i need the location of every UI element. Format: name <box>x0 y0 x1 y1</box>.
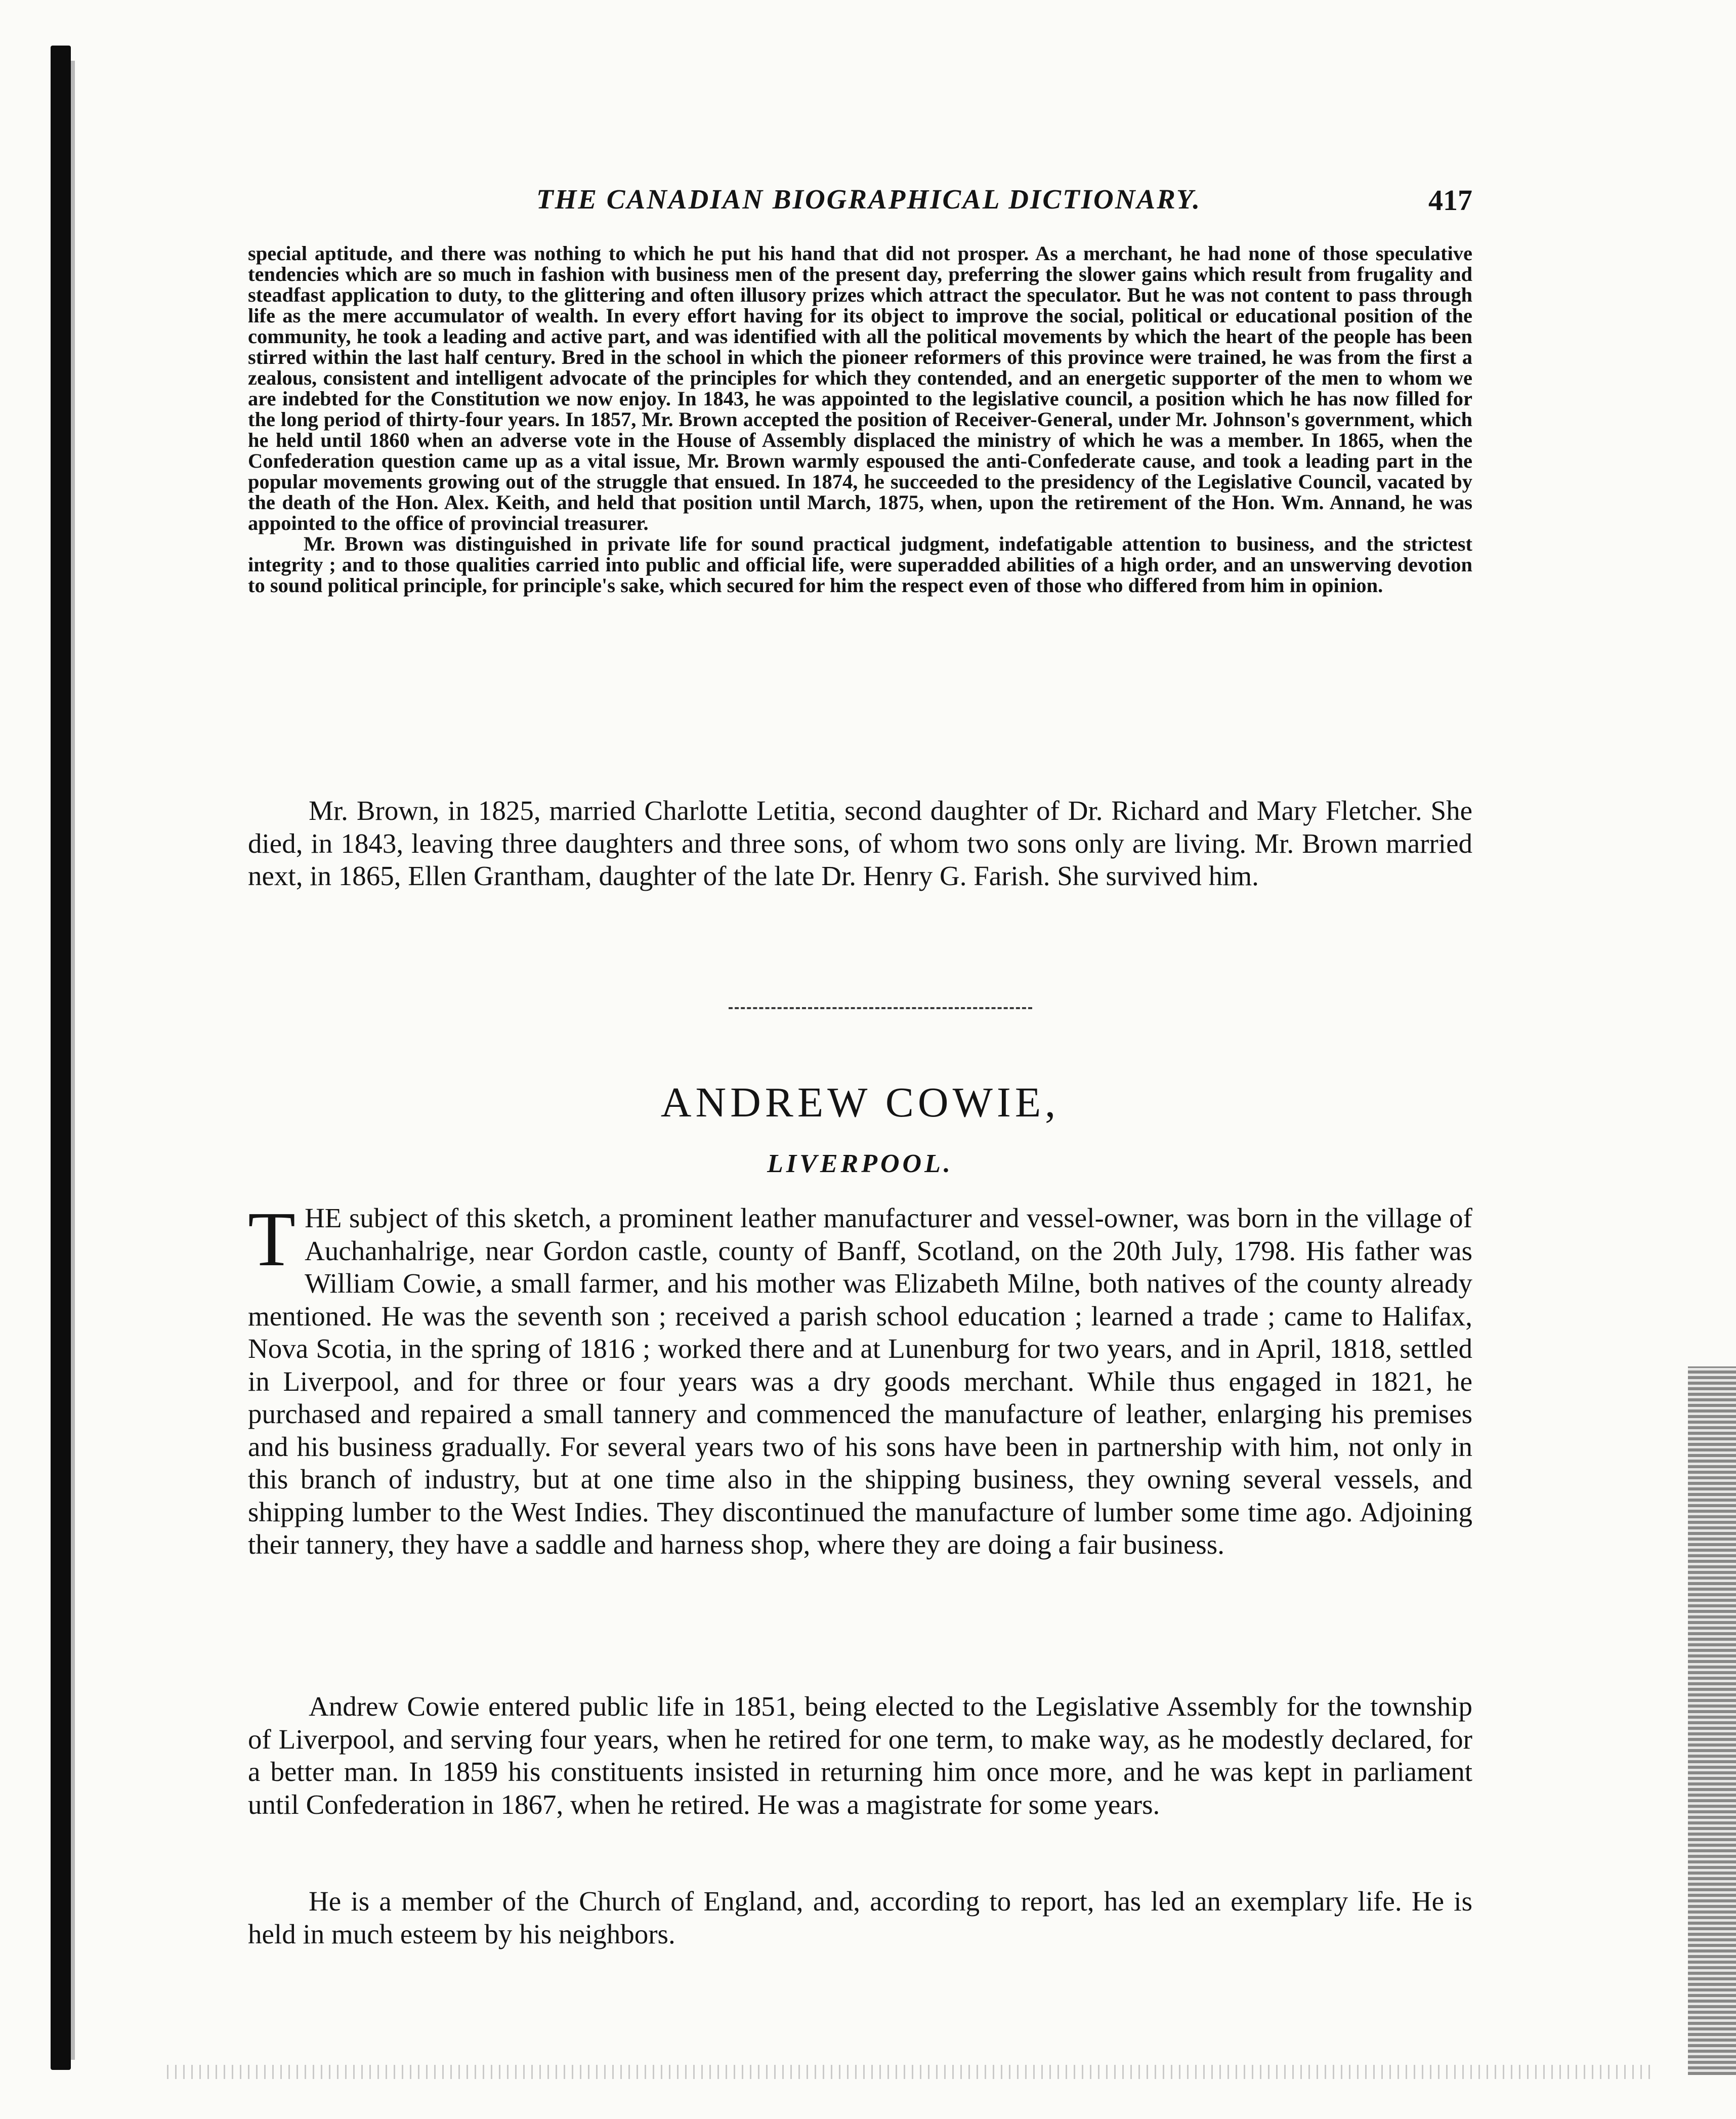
entry-first-paragraph <box>248 1196 1472 1561</box>
book-page <box>248 0 1472 2119</box>
entry-first-paragraph-text: HE subject of this sketch, a prominent leather manufacturer and vessel-owner, was born in the village of Auchanhalrige, near Gordon castle, county of Banff, Scotland, on the 20th July, 1798. His father was William Cowie, a small farmer, and his mother was Elizabeth Milne, both natives of the county already mentioned. He was the seventh son ; received a parish school education ; learned a trade ; came to Halifax, Nova Scotia, in the spring of 1816 ; worked there and at Lunenburg for two years, and in April, 1818, settled in Liverpool, and for three or four years was a dry goods merchant. While thus engaged in 1821, he purchased and repaired a small tannery and commenced the manufacture of leather, enlarging his premises and his business gradually. For several years two of his sons have been in partnership with him, not only in this branch of industry, but at one time also in the shipping business, they owning several vessels, and shipping lumber to the West Indies. They discontinued the manufacture of lumber some time ago. Adjoining their tannery, they have a saddle and harness shop, where they are doing a fair business. <box>248 1202 1472 1560</box>
entry-place: LIVERPOOL. <box>767 1149 953 1178</box>
scan-edge-artifact <box>1688 1366 1736 2075</box>
binding-shadow <box>71 61 75 2060</box>
entry-paragraph: He is a member of the Church of England, and, according to report, has led an exemplary life. He is held in much esteem by his neighbors. <box>248 1886 1472 1949</box>
brown-closing-paragraph: Mr. Brown, in 1825, married Charlotte Letitia, second daughter of Dr. Richard and Mary Fletcher. She died, in 1843, leaving three daughters and three sons, of whom two sons only are living. Mr. Brown married next, in 1865, Ellen Grantham, daughter of the late Dr. Henry G. Farish. She survived him. <box>248 795 1472 891</box>
book-binding-edge <box>51 46 71 2070</box>
running-title: THE CANADIAN BIOGRAPHICAL DICTIONARY. <box>536 184 1202 215</box>
entry-paragraph: Andrew Cowie entered public life in 1851, being elected to the Legislative Assembly for the township of Liverpool, and serving four years, when he retired for one term, to make way, as he modestly declared, for a better man. In 1859 his constituents insisted in returning him once more, and he was kept in parliament until Confederation in 1867, when he retired. He was a magistrate for some years. <box>248 1691 1472 1820</box>
drop-cap: T <box>248 1196 296 1282</box>
entry-name: ANDREW COWIE, <box>660 1079 1060 1126</box>
section-divider <box>729 1007 1032 1009</box>
quoted-paragraph: Mr. Brown was distinguished in private life for sound practical judgment, indefatigable attention to business, and the strictest integrity ; and to those qualities carried into public and official life, were superadded abilities of a high order, and an unswerving devotion to sound political principle, for principle's sake, which secured for him the respect even of those who differed from him in opinion. <box>248 532 1472 597</box>
page-number: 417 <box>1428 184 1472 217</box>
quoted-paragraph: special aptitude, and there was nothing to which he put his hand that did not prosper. As a merchant, he had none of those speculative tendencies which are so much in fashion with business men of the present day, preferring the slower gains which result from frugality and steadfast application to duty, to the glittering and often illusory prizes which attract the speculator. But he was not content to pass through life as the mere accumulator of wealth. In every effort having for its object to improve the social, political or educational position of the community, he took a leading and active part, and was identified with all the political movements by which the heart of the people has been stirred within the last half century. Bred in the school in which the pioneer reformers of this province were trained, he was from the first a zealous, consistent and intelligent advocate of the principles for which they contended, and an energetic supporter of the men to whom we are indebted for the Constitution we now enjoy. In 1843, he was appointed to the legislative council, a position which he has now filled for the long period of thirty-four years. In 1857, Mr. Brown accepted the position of Receiver-General, under Mr. Johnson's government, which he held until 1860 when an adverse vote in the House of Assembly displaced the ministry of which he was a member. In 1865, when the Confederation question came up as a vital issue, Mr. Brown warmly espoused the anti-Confederate cause, and took a leading part in the popular movements growing out of the struggle that ensued. In 1874, he succeeded to the presidency of the Legislative Council, vacated by the death of the Hon. Alex. Keith, and held that position until March, 1875, when, upon the retirement of the Hon. Wm. Annand, he was appointed to the office of provincial treasurer. <box>248 242 1472 534</box>
quoted-passage <box>248 243 1472 596</box>
running-head <box>248 183 1472 224</box>
